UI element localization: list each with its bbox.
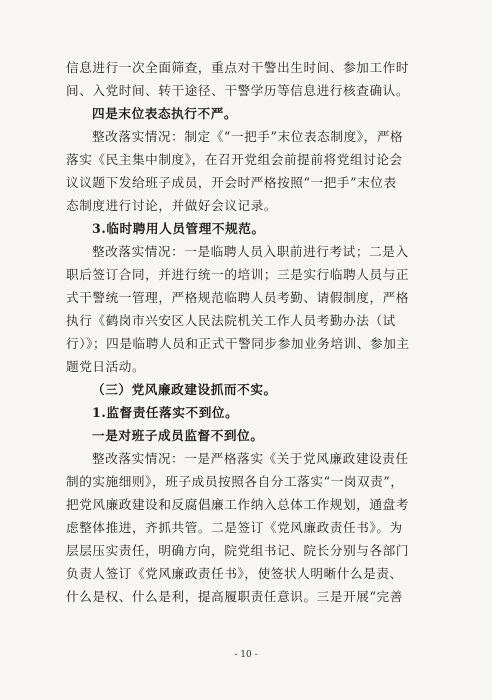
text-line: 整改落实情况：一是临聘人员入职前进行考试；二是入 xyxy=(92,244,409,259)
text-line: 整改落实情况：一是严格落实《关于党风廉政建设责任 xyxy=(92,451,409,466)
section-heading: 一是对班子成员监督不到位。 xyxy=(92,428,264,443)
text-line: 把党风廉政建设和反腐倡廉工作纳入总体工作规划，通盘考 xyxy=(66,497,410,512)
text-line: 整改落实情况：制定《“一把手”末位表态制度》，严格 xyxy=(92,129,404,144)
body-text xyxy=(66,56,448,608)
text-line: 落实《民主集中制度》，在召开党组会前提前将党组讨论会 xyxy=(66,152,403,167)
text-line: 题党日活动。 xyxy=(66,359,146,374)
text-line: 议议题下发给班子成员，开会时严格按照“一把手”末位表 xyxy=(66,175,397,190)
text-line: 态制度进行讨论，并做好会议记录。 xyxy=(66,198,278,213)
text-line: 负责人签订《党风廉政责任书》，使签状人明晰什么是责、 xyxy=(66,566,403,581)
page-number: - 10 - xyxy=(234,650,258,660)
text-line: 间、入党时间、转干途径、干警学历等信息进行核查确认。 xyxy=(66,83,410,98)
text-line: 执行《鹤岗市兴安区人民法院机关工作人员考勤办法（试 xyxy=(66,313,396,328)
text-line: 职后签订合同，并进行统一的培训；三是实行临聘人员与正 xyxy=(66,267,410,282)
text-line: 什么是权、什么是利，提高履职责任意识。三是开展“完善 xyxy=(66,589,403,604)
text-line: 制的实施细则》，班子成员按照各自分工落实“一岗双责”， xyxy=(66,474,404,489)
section-heading: （三）党风廉政建设抓而不实。 xyxy=(92,382,277,397)
text-line: 虑整体推进，齐抓共管。二是签订《党风廉政责任书》。为 xyxy=(66,520,403,535)
section-heading: 3.临时聘用人员管理不规范。 xyxy=(92,221,265,236)
text-line: 信息进行一次全面筛查，重点对干警出生时间、参加工作时 xyxy=(66,60,410,75)
text-line: 行）》；四是临聘人员和正式干警同步参加业务培训、参加主 xyxy=(66,336,410,351)
text-line: 层层压实责任，明确方向，院党组书记、院长分别与各部门 xyxy=(66,543,410,558)
section-heading: 四是末位表态执行不严。 xyxy=(92,106,238,121)
section-heading: 1.监督责任落实不到位。 xyxy=(92,405,239,420)
text-line: 式干警统一管理，严格规范临聘人员考勤、请假制度，严格 xyxy=(66,290,410,305)
